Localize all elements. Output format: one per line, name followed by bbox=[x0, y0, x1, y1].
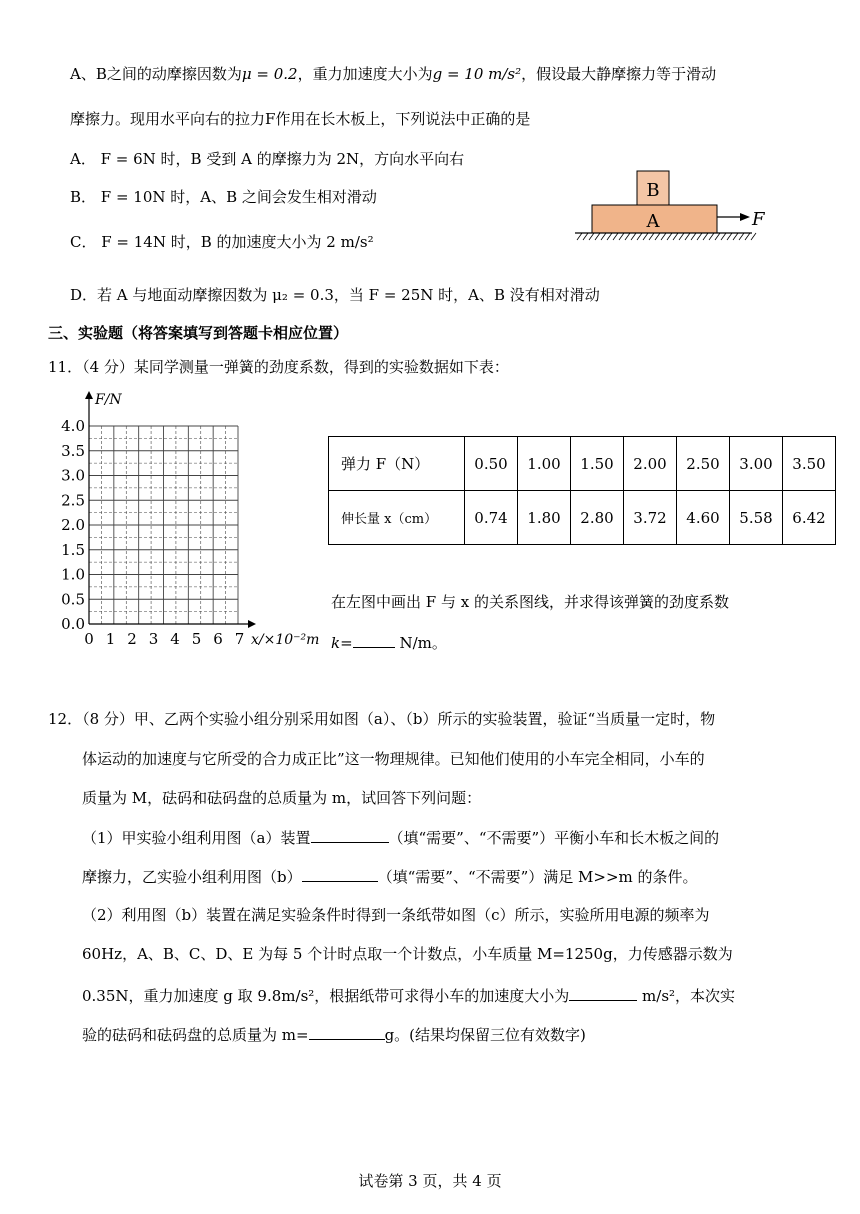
table-cell: 3.00 bbox=[730, 437, 783, 491]
x-tick-label: 3 bbox=[148, 630, 159, 648]
hatch-line bbox=[631, 233, 636, 240]
x-tick-label: 7 bbox=[234, 630, 245, 648]
y-tick-label: 0.5 bbox=[61, 590, 85, 609]
table-cell: 1.80 bbox=[518, 491, 571, 545]
hatch-line bbox=[733, 233, 738, 240]
hatch-line bbox=[727, 233, 732, 240]
table-cell: 6.42 bbox=[783, 491, 836, 545]
q12-part1-line2 bbox=[82, 865, 698, 887]
y-tick-label: 3.0 bbox=[61, 466, 85, 485]
table-cell: 2.00 bbox=[624, 437, 677, 491]
hatch-line bbox=[637, 233, 642, 240]
table-cell: 1.00 bbox=[518, 437, 571, 491]
graph-y-axis-label: F/N bbox=[95, 392, 122, 408]
q10-stem-line2: 摩擦力。现用水平向右的拉力F作用在长木板上，下列说法中正确的是 bbox=[70, 110, 531, 128]
hatch-line bbox=[643, 233, 648, 240]
q10-stem-text-b: ，重力加速度大小为 bbox=[297, 65, 433, 83]
hatch-line bbox=[745, 233, 750, 240]
table-row-label: 伸长量 x（cm） bbox=[329, 491, 465, 545]
q12-accel-blank[interactable] bbox=[569, 984, 637, 1001]
y-tick-label: 3.5 bbox=[61, 441, 85, 460]
q10-stem-text-c: ，假设最大静摩擦力等于滑动 bbox=[521, 65, 717, 83]
table-cell: 3.50 bbox=[783, 437, 836, 491]
graph-y-arrow bbox=[85, 391, 93, 399]
q11-instruction: 在左图中画出 F 与 x 的关系图线，并求得该弹簧的劲度系数 bbox=[331, 593, 729, 611]
hatch-line bbox=[649, 233, 654, 240]
page-footer: 试卷第 3 页，共 4 页 bbox=[358, 1172, 502, 1190]
q12-stem-line1: 12．（8 分）甲、乙两个实验小组分别采用如图（a）、（b）所示的实验装置，验证“当质量一定时，物 bbox=[48, 710, 716, 728]
hatch-line bbox=[673, 233, 678, 240]
hatch-line bbox=[703, 233, 708, 240]
q12-part1-text-c: 摩擦力，乙实验小组利用图（b） bbox=[82, 868, 302, 886]
q12-part1-blank1[interactable] bbox=[311, 826, 389, 843]
q12-part2-text-c: 验的砝码和砝码盘的总质量为 m= bbox=[82, 1026, 309, 1044]
q10-option-b: B． F = 10N 时，A、B 之间会发生相对滑动 bbox=[70, 188, 377, 206]
q12-part1-text-a: （1）甲实验小组利用图（a）装置 bbox=[82, 829, 311, 847]
q12-part1-text-b: （填“需要”、“不需要”）平衡小车和长木板之间的 bbox=[388, 829, 720, 847]
table-row bbox=[329, 437, 836, 491]
spring-graph bbox=[50, 388, 330, 658]
q12-part2-line4 bbox=[82, 1023, 586, 1045]
hatch-line bbox=[613, 233, 618, 240]
hatch-line bbox=[601, 233, 606, 240]
x-tick-label: 1 bbox=[105, 630, 116, 648]
blocks-figure bbox=[540, 165, 770, 247]
y-tick-label: 2.0 bbox=[61, 516, 85, 534]
ground-hatching bbox=[577, 233, 756, 240]
x-tick-label: 5 bbox=[191, 630, 202, 648]
hatch-line bbox=[691, 233, 696, 240]
section-heading: 三、实验题（将答案填写到答题卡相应位置） bbox=[48, 324, 349, 342]
hatch-line bbox=[697, 233, 702, 240]
graph-x-arrow bbox=[248, 620, 256, 628]
hatch-line bbox=[595, 233, 600, 240]
q10-g-value: g = 10 m/s² bbox=[432, 65, 522, 83]
block-a-label: A bbox=[646, 211, 660, 232]
table-row bbox=[329, 491, 836, 545]
table-cell: 4.60 bbox=[677, 491, 730, 545]
q12-part1-line1 bbox=[82, 826, 719, 848]
block-b-label: B bbox=[646, 180, 660, 201]
q12-part1-blank2[interactable] bbox=[302, 865, 378, 882]
hatch-line bbox=[685, 233, 690, 240]
table-cell: 0.50 bbox=[465, 437, 518, 491]
q12-part1-text-d: （填“需要”、“不需要”）满足 M>>m 的条件。 bbox=[377, 868, 698, 886]
hatch-line bbox=[589, 233, 594, 240]
hatch-line bbox=[583, 233, 588, 240]
force-label: F bbox=[752, 209, 765, 230]
hatch-line bbox=[721, 233, 726, 240]
hatch-line bbox=[577, 233, 582, 240]
hatch-line bbox=[739, 233, 744, 240]
table-cell: 3.72 bbox=[624, 491, 677, 545]
q10-stem-line1 bbox=[70, 64, 716, 84]
q11-k-answer-line bbox=[331, 631, 447, 653]
hatch-line bbox=[619, 233, 624, 240]
y-tick-label: 1.5 bbox=[61, 540, 85, 559]
q12-part2-line3 bbox=[82, 984, 735, 1006]
q10-option-d: D．若 A 与地面动摩擦因数为 μ₂ = 0.3，当 F = 25N 时，A、B 没有相对滑动 bbox=[70, 286, 600, 304]
table-cell: 5.58 bbox=[730, 491, 783, 545]
hatch-line bbox=[679, 233, 684, 240]
q11-k-blank[interactable] bbox=[353, 631, 395, 648]
hatch-line bbox=[751, 233, 756, 240]
q12-mass-blank[interactable] bbox=[309, 1023, 385, 1040]
force-arrow-head bbox=[740, 213, 750, 221]
x-tick-label: 0 bbox=[84, 630, 94, 648]
q12-stem-line3: 质量为 M，砝码和砝码盘的总质量为 m，试回答下列问题： bbox=[82, 789, 482, 807]
hatch-line bbox=[715, 233, 720, 240]
q12-part2-line2: 60Hz，A、B、C、D、E 为每 5 个计时点取一个计数点，小车质量 M=1250g，力传感器示数为 bbox=[82, 945, 733, 963]
graph-x-ticks bbox=[84, 630, 244, 648]
q12-stem-line2: 体运动的加速度与它所受的合力成正比”这一物理规律。已知他们使用的小车完全相同，小车的 bbox=[82, 750, 705, 768]
q11-k-prefix: k= bbox=[331, 634, 353, 652]
x-tick-label: 2 bbox=[127, 630, 137, 648]
y-tick-label: 1.0 bbox=[61, 565, 85, 584]
table-cell: 1.50 bbox=[571, 437, 624, 491]
q11-k-unit: N/m。 bbox=[394, 634, 447, 652]
q12-part2-text-b: m/s²，本次实 bbox=[637, 987, 736, 1005]
table-cell: 2.50 bbox=[677, 437, 730, 491]
y-tick-label: 0.0 bbox=[61, 615, 85, 633]
table-cell: 2.80 bbox=[571, 491, 624, 545]
hatch-line bbox=[655, 233, 660, 240]
graph-y-ticks bbox=[61, 417, 85, 633]
q12-part2-text-a: 0.35N，重力加速度 g 取 9.8m/s²，根据纸带可求得小车的加速度大小为 bbox=[82, 987, 570, 1005]
hatch-line bbox=[625, 233, 630, 240]
table-cell: 0.74 bbox=[465, 491, 518, 545]
q10-option-a: A． F = 6N 时，B 受到 A 的摩擦力为 2N，方向水平向右 bbox=[70, 150, 465, 168]
y-tick-label: 4.0 bbox=[61, 417, 85, 435]
graph-x-axis-label: x/×10⁻²m bbox=[251, 632, 320, 648]
graph-grid bbox=[89, 426, 238, 624]
table-row-label: 弹力 F（N） bbox=[329, 437, 465, 491]
q11-data-table bbox=[328, 436, 836, 545]
x-tick-label: 6 bbox=[213, 630, 223, 648]
hatch-line bbox=[667, 233, 672, 240]
y-tick-label: 2.5 bbox=[61, 491, 85, 510]
q11-stem: 11．（4 分）某同学测量一弹簧的劲度系数，得到的实验数据如下表： bbox=[48, 358, 509, 376]
q10-option-c: C． F = 14N 时，B 的加速度大小为 2 m/s² bbox=[70, 233, 374, 251]
q12-part2-text-d: g。(结果均保留三位有效数字) bbox=[384, 1026, 586, 1044]
q10-stem-text-a: A、B之间的动摩擦因数为 bbox=[70, 65, 242, 83]
hatch-line bbox=[661, 233, 666, 240]
hatch-line bbox=[607, 233, 612, 240]
hatch-line bbox=[709, 233, 714, 240]
q10-mu-value: μ = 0.2 bbox=[241, 65, 298, 83]
q12-part2-line1: （2）利用图（b）装置在满足实验条件时得到一条纸带如图（c）所示，实验所用电源的频率为 bbox=[82, 906, 710, 924]
x-tick-label: 4 bbox=[170, 630, 180, 648]
